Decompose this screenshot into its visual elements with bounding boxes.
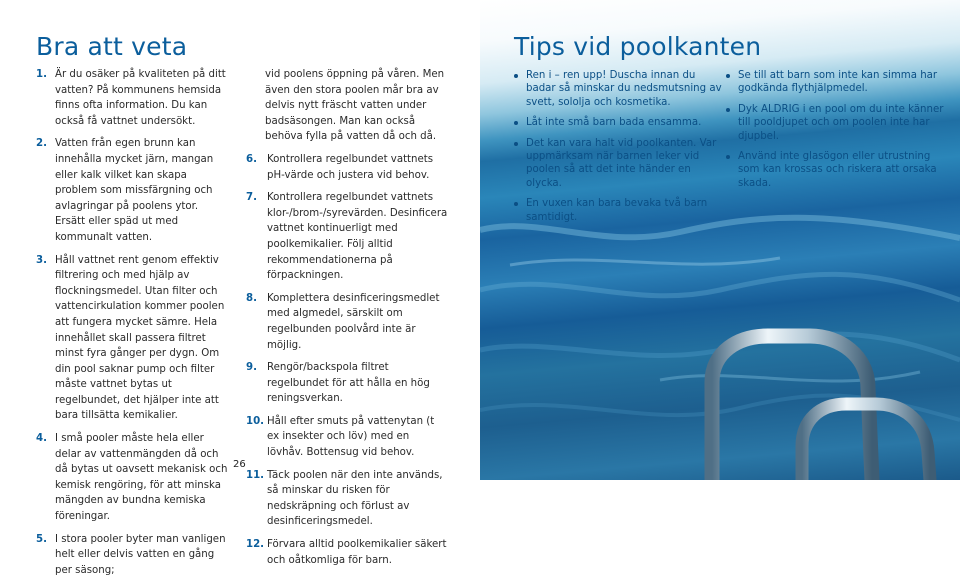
- list-item: 7. Kontrollera regelbundet vattnets klor-/brom-/syrevärden. Desinficera vattnet kontinuerligt med poolkemikalier. Följ alltid rekommendationerna på förpackningen.: [246, 192, 448, 282]
- list-item: 12. Förvara alltid poolkemikalier säkert och oåtkomliga för barn.: [246, 539, 447, 566]
- list-item: Se till att barn som inte kan simma har godkända flythjälpmedel.: [726, 69, 944, 96]
- list-item: 4. I små pooler måste hela eller delar av vattenmängden då och då bytas ut oavsett mekanisk och kemisk rengöring, för att minska mängden av bundna kemiska föreningar.: [36, 433, 228, 523]
- list-item: 5. I stora pooler byter man vanligen helt eller delvis vatten en gång per säsong;: [36, 533, 226, 576]
- tips-bullets-column-2: [726, 69, 944, 197]
- continuation-text: vid poolens öppning på våren. Men även den stora poolen mår bra av delvis nytt fräscht vatten under badsäsongen. Man kan också behöva fylla på vatten då och då.: [265, 69, 445, 143]
- tips-list-continued: [248, 152, 448, 568]
- list-item: 8. Komplettera desinficeringsmedlet med algmedel, särskilt om regelbunden poolvård inte är möjlig.: [246, 292, 440, 351]
- pool-photo-page: [480, 0, 960, 480]
- tips-list-column-2: [248, 67, 448, 575]
- page-title: Bra att veta: [36, 32, 188, 61]
- bullet-icon: [726, 108, 730, 112]
- list-item: Dyk ALDRIG i en pool om du inte känner till pooldjupet och om poolen inte har djupbel.: [726, 103, 944, 143]
- bullet-icon: [514, 142, 518, 146]
- bullet-icon: [514, 74, 518, 78]
- bullet-icon: [726, 74, 730, 78]
- list-item: 3. Håll vattnet rent genom effektiv filtrering och med hjälp av flockningsmedel. Utan filter och vattencirkulation kommer poolen att fungera mycket sämre. Hela innehållet skall passera filtret minst fyra gånger per dygn. Om din pool saknar pump och filter måste vattnet bytas ut regelbundet, det hjälper inte att bara tillsätta kemikalier.: [36, 254, 225, 422]
- tips-bullets-column-1: [514, 69, 724, 231]
- list-item: 9. Rengör/backspola filtret regelbundet för att hålla en hög reningsverkan.: [246, 362, 430, 405]
- bullet-icon: [514, 202, 518, 206]
- left-page: [0, 0, 480, 576]
- list-item: 10. Håll efter smuts på vattenytan (t ex insekter och löv) med en lövhåv. Bottensug vid behov.: [246, 415, 435, 459]
- tips-title: Tips vid poolkanten: [514, 32, 762, 61]
- tips-list-column-1: [36, 67, 230, 585]
- list-item: 6. Kontrollera regelbundet vattnets pH-värde och justera vid behov.: [246, 153, 434, 181]
- list-item: En vuxen kan bara bevaka två barn samtidigt.: [514, 197, 724, 224]
- list-item: Låt inte små barn bada ensamma.: [514, 116, 724, 129]
- bullet-icon: [726, 155, 730, 159]
- list-item: 1. Är du osäker på kvaliteten på ditt vatten? På kommunens hemsida finns ofta information. Du kan också få vattnet undersökt.: [36, 69, 226, 127]
- list-item: 11. Täck poolen när den inte används, så minskar du risken för nedskräpning och förlust av desinficeringsmedel.: [246, 469, 443, 528]
- bullet-icon: [514, 121, 518, 125]
- list-item: Använd inte glasögon eller utrustning som kan krossas och riskera att orsaka skada.: [726, 150, 944, 190]
- page-number: 26: [233, 459, 246, 470]
- list-item: 2. Vatten från egen brunn kan innehålla mycket järn, mangan eller kalk vilket kan skapa problem som missfärgning och avlagringar på poolens ytor. Ersätt eller späd ut med kommunalt vatten.: [36, 138, 214, 243]
- list-item: Det kan vara halt vid poolkanten. Var uppmärksam när barnen leker vid poolen så att det inte händer en olycka.: [514, 137, 724, 191]
- list-item: Ren i – ren upp! Duscha innan du badar så minskar du nedsmutsning av svett, sololja och kosmetika.: [514, 69, 724, 109]
